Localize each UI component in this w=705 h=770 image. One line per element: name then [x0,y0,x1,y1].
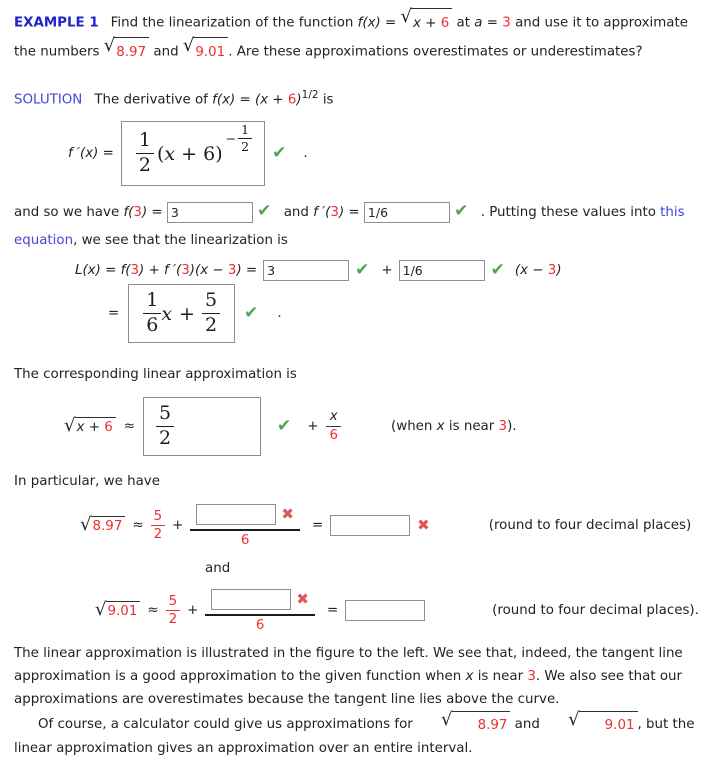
equals-sign: = [486,15,498,31]
denominator: 6 [143,313,161,337]
approx-897-row [80,504,697,548]
incorrect-cross-icon: ✖ [281,504,294,523]
value-six: 6 [104,420,113,436]
fprime-answer-row [68,121,697,186]
intro-text: Find the linearization of the function [110,15,354,31]
var-x: x [164,142,176,165]
value-six: 6 [203,142,216,165]
mid3: ) = [236,263,258,279]
result-897-input[interactable] [330,515,410,536]
numerator-x: x [329,409,338,425]
x-minus-3-term [515,263,562,278]
radical-icon: √ [80,514,92,536]
open-paren: ( [156,142,165,165]
outro-text: . Are these approximations overestimates or underestimates? [228,44,643,60]
mid1: ) + f ′( [139,263,182,279]
five-halves-fraction [166,594,181,628]
exponent-minus-one-half [226,123,252,155]
fraction-numerator [205,589,315,616]
value-3: 3 [527,668,536,684]
equals-sign: = [326,603,339,619]
x-over-6-fraction [326,409,341,443]
var-x: x [161,302,173,325]
value-six: 6 [440,16,450,31]
denominator: 2 [238,138,252,154]
and-text: and [205,560,231,576]
sqrt-8-97 [80,516,125,534]
value-8-97: 8.97 [92,519,123,535]
var-x: x [76,420,85,436]
numerator: 5 [168,593,178,609]
fprime3-value-input[interactable] [364,202,450,223]
arg-3: 3 [133,205,142,221]
numerator: 1 [138,129,151,152]
correct-check-icon: ✔ [272,143,287,164]
denominator: 2 [202,313,220,337]
denominator: 2 [156,426,174,450]
radical-icon: √ [441,708,453,730]
value-9-01: 9.01 [107,604,138,620]
approximation-row [64,397,697,456]
closing-text-6: , but the linear approximation gives an approximation over an entire interval. [14,716,695,756]
arg-3: 3 [130,263,140,279]
sqrt-8-97 [417,708,510,737]
five-halves-fraction [151,509,166,543]
at-text: at [456,15,471,31]
corresponding-text [14,362,697,388]
linearization-answer-box [128,284,235,343]
numerator: 1 [146,289,159,312]
sqrt-9-01 [183,37,228,66]
incorrect-cross-icon: ✖ [296,589,309,608]
correct-check-icon: ✔ [490,260,505,281]
sqrt-9-01 [95,601,140,619]
plus-sign: + [381,263,393,279]
var-x: x [436,418,445,434]
incorrect-cross-icon: ✖ [417,516,430,535]
fraction-five-halves [202,290,220,337]
sqrt-8-97 [104,37,149,66]
plus-sign: + [179,302,195,325]
plus-sign: + [172,518,184,534]
closing-text-3: . We also see that our approximations are overestimates because the tangent line lies above the curve. [14,668,683,707]
when-post: ). [507,418,517,434]
rounding-note: (round to four decimal places). [492,603,699,619]
sqrt-x-plus-6 [401,8,453,37]
approx-sign: ≈ [123,418,135,434]
x-plus-6-term [157,143,223,165]
closing-text-5: and [514,716,540,732]
and-text: and [153,44,179,60]
value-3: 3 [498,418,508,434]
equals-sign: = [108,306,120,321]
this-equation-link[interactable]: this equation [14,205,685,249]
radical-icon: √ [64,415,76,437]
denominator: 2 [136,153,154,177]
closing-text-1: The linear approximation is illustrated in the figure to the left. We see that, indeed, the tangent line approximation is a good approximation to the given function when [14,645,683,684]
closing-paragraph [14,642,697,711]
fraction-denominator: 6 [240,532,250,548]
correct-check-icon: ✔ [277,415,292,436]
arg-3: 3 [227,263,237,279]
var-x: x [413,16,421,31]
period: . [303,146,308,162]
values-paragraph [14,199,697,255]
radical-icon: √ [182,35,195,56]
plus-sign: + [307,418,319,434]
when-mid: is near [448,418,495,434]
f-of-x-label: f(x) = [357,15,397,31]
fraction-denominator: 6 [255,617,265,633]
close-paren: ) [215,142,223,165]
value-six: 6 [287,92,297,108]
numerator-901-input[interactable] [211,589,291,610]
value-8-97: 8.97 [477,717,508,733]
numerator: 5 [204,289,218,312]
corresponding-label: The corresponding linear approximation is [14,366,297,382]
close-paren: ) [296,92,302,108]
denominator: 2 [151,525,166,542]
post2-text: , we see that the linearization is [73,233,288,249]
approx-901-row [95,589,697,633]
post-text: . Putting these values into [480,205,656,221]
minus-sign: − [225,131,237,147]
radical-icon: √ [95,599,107,621]
example-label: EXAMPLE 1 [14,15,99,31]
sqrt-9-01 [544,708,637,737]
var-x: x [465,668,474,684]
pre-text: and so we have [14,205,120,221]
linearization-row [75,260,697,281]
result-901-input[interactable] [345,600,425,621]
derivative-text: The derivative of [94,92,208,108]
arg-3: 3 [181,263,190,279]
particular-label: In particular, we have [14,473,160,489]
close-equals: ) = [141,205,163,221]
value-9-01: 9.01 [604,717,635,733]
plus-sign: + [88,420,100,436]
denominator: 2 [166,610,181,627]
numerator: 1 [241,121,250,137]
exponent-one-half: 1/2 [301,89,319,101]
and-separator [205,561,697,576]
var-a: a [474,15,483,31]
particular-text [14,469,697,495]
correct-check-icon: ✔ [244,303,259,323]
open-x-minus: (x − [514,263,544,279]
fprime-answer-box [121,121,265,186]
closing-text-4: Of course, a calculator could give us approximations for [38,716,413,732]
f-expression: f(x) = (x + [212,92,284,108]
numerator-897-input[interactable] [196,504,276,525]
solution-line [14,82,697,113]
plus-sign: + [425,16,437,31]
equals-sign: = [311,518,324,534]
lin-value2-input[interactable] [399,260,485,281]
close-equals: ) = [338,205,360,221]
plus-sign: + [187,603,199,619]
fprime-lhs: f ′(x) = [68,146,114,162]
numerator: 5 [159,401,172,424]
value-9-01: 9.01 [195,45,226,60]
lin-lead [75,263,257,278]
is-text: is [322,92,334,108]
fprime-of-3: f ′( [313,205,331,221]
rounding-note: (round to four decimal places) [488,518,692,534]
L-of-x: L(x) = f( [75,263,131,279]
closing-text-2: is near [477,668,524,684]
problem-statement [14,8,697,66]
closing-paragraph-2 [14,708,697,760]
arg-3: 3 [547,263,557,279]
input-over-6-fraction [190,504,300,548]
approx-sign: ≈ [132,518,144,534]
arg-3: 3 [330,205,339,221]
f3-value-input[interactable] [167,202,253,223]
value-8-97: 8.97 [116,45,147,60]
fraction-one-half [136,130,154,177]
f-of-3: f( [123,205,134,221]
lin-value1-input[interactable] [263,260,349,281]
fraction-five-halves [156,403,174,450]
close-paren: ) [556,263,562,279]
plus-sign: + [181,142,198,165]
radical-icon: √ [400,6,413,27]
denominator-6: 6 [326,426,341,443]
when-note [391,419,517,434]
mid2: )(x − [189,263,224,279]
solution-label: SOLUTION [14,92,83,108]
approx-sign: ≈ [147,603,159,619]
fraction-one-sixth [143,290,161,337]
fraction-numerator [190,504,300,531]
input-over-6-fraction [205,589,315,633]
correct-check-icon: ✔ [355,260,370,281]
linearization-result-row [108,284,697,343]
correct-check-icon: ✔ [257,201,272,222]
radical-icon: √ [103,35,116,56]
numerator: 5 [153,508,163,524]
and-text: and [283,205,309,221]
fraction-one-half [238,123,252,155]
constant-answer-box [143,397,261,456]
period: . [277,306,282,321]
use-text: and use it to approximate the numbers [14,15,688,60]
sqrt-x-plus-6 [64,417,116,435]
radical-icon: √ [568,708,580,730]
correct-check-icon: ✔ [454,201,469,222]
when-pre: (when [391,418,433,434]
a-value: 3 [502,15,511,31]
